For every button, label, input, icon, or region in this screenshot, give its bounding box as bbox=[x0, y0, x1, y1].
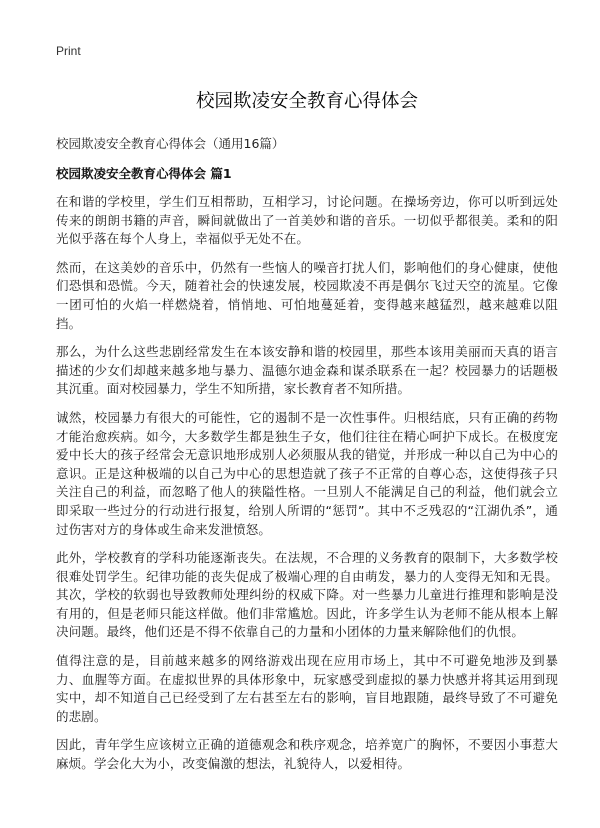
section-heading: 校园欺凌安全教育心得体会 篇1 bbox=[56, 166, 232, 181]
paragraph: 诚然，校园暴力有很大的可能性，它的遏制不是一次性事件。归根结底，只有正确的药物才能治愈疾病。如今，大多数学生都是独生子女，他们往往在精心呵护下成长。在极度宠爱中长大的孩子经常会无意识地形成别人必须服从我的错觉，并形成一种以自己为中心的意识。正是这种极端的以自己为中心的思想造就了孩子不正常的自尊心态，这使得孩子只关注自己的利益，而忽略了他人的狭隘性格。一旦别人不能满足自己的利益，他们就会立即采取一些过分的行动进行报复，给别人所谓的“惩罚”。其中不乏残忍的“江湖仇杀”，通过伤害对方的身体或生命来发泄愤怒。 bbox=[56, 409, 558, 537]
paragraph: 此外，学校教育的学科功能逐渐丧失。在法规，不合理的义务教育的限制下，大多数学校很难处罚学生。纪律功能的丧失促成了极端心理的自由萌发，暴力的人变得无知和无畏。其次，学校的软弱也导致教师处理纠纷的权威下降。对一些暴力儿童进行推理和影响是没有用的，但是老师只能这样做。他们非常尴尬。因此，许多学生认为老师不能从根本上解决问题。最终，他们还是不得不依靠自己的力量和小团体的力量来解除他们的仇恨。 bbox=[56, 550, 558, 640]
document-subtitle: 校园欺凌安全教育心得体会（通用16篇） bbox=[56, 136, 285, 151]
paragraph: 在和谐的学校里，学生们互相帮助，互相学习，讨论问题。在操场旁边，你可以听到远处传来的朗朗书籍的声音，瞬间就做出了一首美妙和谐的音乐。一切似乎都很美。柔和的阳光似乎落在每个人身上，幸福似乎无处不在。 bbox=[56, 194, 558, 247]
paragraph: 值得注意的是，目前越来越多的网络游戏出现在应用市场上，其中不可避免地涉及到暴力、血腥等方面。在虚拟世界的具体形象中，玩家感受到虚拟的暴力快感并将其运用到现实中，却不知道自己已经受到了左右甚至左右的影响，盲目地跟随，最终导致了不可避免的悲剧。 bbox=[56, 653, 558, 724]
paragraph: 然而，在这美妙的音乐中，仍然有一些恼人的噪音打扰人们，影响他们的身心健康，使他们恐惧和恐慌。今天，随着社会的快速发展，校园欺凌不再是偶尔飞过天空的流星。它像一团可怕的火焰一样燃烧着，悄悄地、可怕地蔓延着，变得越来越猛烈，越来越难以阻挡。 bbox=[56, 259, 558, 331]
page-title: 校园欺凌安全教育心得体会 bbox=[195, 91, 418, 112]
print-label[interactable]: Print bbox=[56, 44, 81, 58]
paragraph: 那么，为什么这些悲剧经常发生在本该安静和谐的校园里，那些本该用美丽而天真的语言描述的少女们却越来越多地与暴力、温德尔迪金森和谋杀联系在一起？校园暴力的话题极其沉重。面对校园暴力，学生不知所措，家长教育者不知所措。 bbox=[56, 344, 558, 397]
paragraph: 因此，青年学生应该树立正确的道德观念和秩序观念，培养宽广的胸怀，不要因小事惹大麻烦。学会化大为小，改变偏激的想法，礼貌待人，以爱相待。 bbox=[56, 737, 558, 772]
